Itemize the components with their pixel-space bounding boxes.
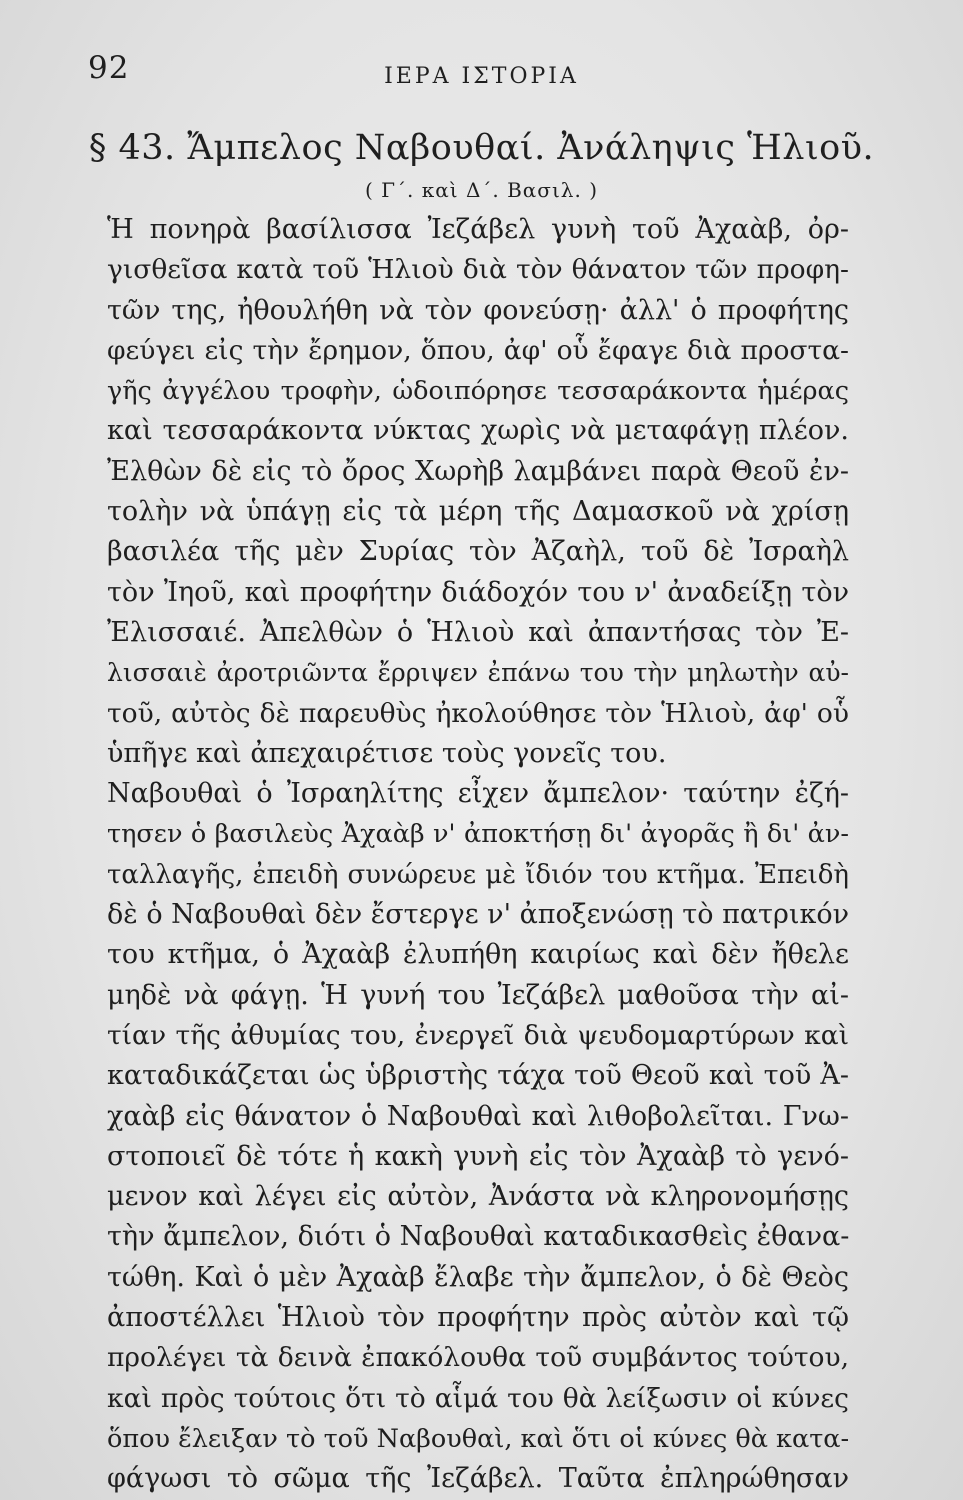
text-line: μενον καὶ λέγει εἰς αὐτὸν, Ἀνάστα νὰ κληρονομήσῃς [107,1181,849,1213]
text-line: ὑπῆγε καὶ ἀπεχαιρέτισε τοὺς γονεῖς του. [107,737,667,769]
text-line: ὅπου ἔλειξαν τὸ τοῦ Ναβουθαὶ, καὶ ὅτι οἱ κύνες θὰ κατα- [107,1423,849,1454]
text-line: Ἐλισσαιέ. Ἀπελθὼν ὁ Ἡλιοὺ καὶ ἀπαντήσας τὸν Ἐ- [107,616,849,648]
text-line: γισθεῖσα κατὰ τοῦ Ἡλιοὺ διὰ τὸν θάνατον τῶν προφη- [107,254,849,286]
text-line: φάγωσι τὸ σῶμα τῆς Ἰεζάβελ. Ταῦτα ἐπληρώθησαν [107,1463,849,1495]
text-line: καὶ τεσσαράκοντα νύκτας χωρὶς νὰ μεταφάγῃ πλέον. [107,415,849,447]
text-line: τὴν ἄμπελον, διότι ὁ Ναβουθαὶ καταδικασθεὶς ἐθανα- [107,1221,849,1253]
text-line: τησεν ὁ βασιλεὺς Ἀχαὰβ ν' ἀποκτήσῃ δι' ἀγορᾶς ἢ δι' ἀν- [107,819,849,850]
text-line: γῆς ἀγγέλου τροφὴν, ὡδοιπόρησε τεσσαράκοντα ἡμέρας [107,376,849,407]
page-number: 92 [88,50,130,86]
text-line: λισσαιὲ ἀροτριῶντα ἔρριψεν ἐπάνω του τὴν μηλωτὴν αὐ- [107,658,849,688]
text-line: βασιλέα τῆς μὲν Συρίας τὸν Ἀζαὴλ, τοῦ δὲ Ἰσραὴλ [107,536,849,568]
text-line: Ἐλθὼν δὲ εἰς τὸ ὄρος Χωρὴβ λαμβάνει παρὰ Θεοῦ ἐν- [107,455,849,487]
text-line: δὲ ὁ Ναβουθαὶ δὲν ἔστεργε ν' ἀποξενώσῃ τὸ πατρικόν [107,899,849,931]
text-line: στοποιεῖ δὲ τότε ἡ κακὴ γυνὴ εἰς τὸν Ἀχαὰβ τὸ γενό- [107,1140,849,1172]
text-line: φεύγει εἰς τὴν ἔρημον, ὅπου, ἀφ' οὗ ἔφαγε διὰ προστα- [107,334,849,366]
text-line: καὶ πρὸς τούτοις ὅτι τὸ αἷμά του θὰ λείξωσιν οἱ κύνες [107,1382,849,1414]
text-line: τῶν της, ἠθουλήθη νὰ τὸν φονεύσῃ· ἀλλ' ὁ προφήτης [107,294,849,326]
text-line: τὸν Ἰηοῦ, καὶ προφήτην διάδοχόν του ν' ἀναδείξῃ τὸν [107,576,849,608]
body-text [107,210,849,1500]
text-line: ἀποστέλλει Ἡλιοὺ τὸν προφήτην πρὸς αὐτὸν καὶ τῷ [107,1302,849,1334]
text-line: τοῦ, αὐτὸς δὲ παρευθὺς ἠκολούθησε τὸν Ἡλιοὺ, ἀφ' οὗ [107,697,849,729]
text-line: τίαν τῆς ἀθυμίας του, ἐνεργεῖ διὰ ψευδομαρτύρων καὶ [107,1019,849,1051]
text-line: χαὰβ εἰς θάνατον ὁ Ναβουθαὶ καὶ λιθοβολεῖται. Γνω- [107,1100,849,1132]
text-line: τολὴν νὰ ὑπάγῃ εἰς τὰ μέρη τῆς Δαμασκοῦ νὰ χρίσῃ [107,496,849,528]
text-line: ταλλαγῆς, ἐπειδὴ συνώρευε μὲ ἴδιόν του κτῆμα. Ἐπειδὴ [107,859,849,890]
text-line: μηδὲ νὰ φάγῃ. Ἡ γυνή του Ἰεζάβελ μαθοῦσα τὴν αἰ- [107,979,849,1011]
text-line: Ναβουθαὶ ὁ Ἰσραηλίτης εἶχεν ἄμπελον· ταύτην ἐζή- [107,778,849,810]
text-line: προλέγει τὰ δεινὰ ἐπακόλουθα τοῦ συμβάντος τούτου, [107,1342,849,1374]
text-line: καταδικάζεται ὡς ὑβριστὴς τάχα τοῦ Θεοῦ καὶ τοῦ Ἀ- [107,1060,849,1092]
section-subtitle: ( Γ΄. καὶ Δ΄. Βασιλ. ) [364,178,598,202]
section-title: § 43. Ἄμπελος Ναβουθαί. Ἀνάληψις Ἡλιοῦ. [88,128,875,168]
running-title: ΙΕΡΑ ΙΣΤΟΡΙΑ [384,64,579,89]
text-line: τώθη. Καὶ ὁ μὲν Ἀχαὰβ ἔλαβε τὴν ἄμπελον, ὁ δὲ Θεὸς [107,1261,849,1293]
text-line: Ἡ πονηρὰ βασίλισσα Ἰεζάβελ γυνὴ τοῦ Ἀχαὰβ, ὀρ- [107,214,849,245]
text-line: του κτῆμα, ὁ Ἀχαὰβ ἐλυπήθη καιρίως καὶ δὲν ἤθελε [107,939,849,971]
